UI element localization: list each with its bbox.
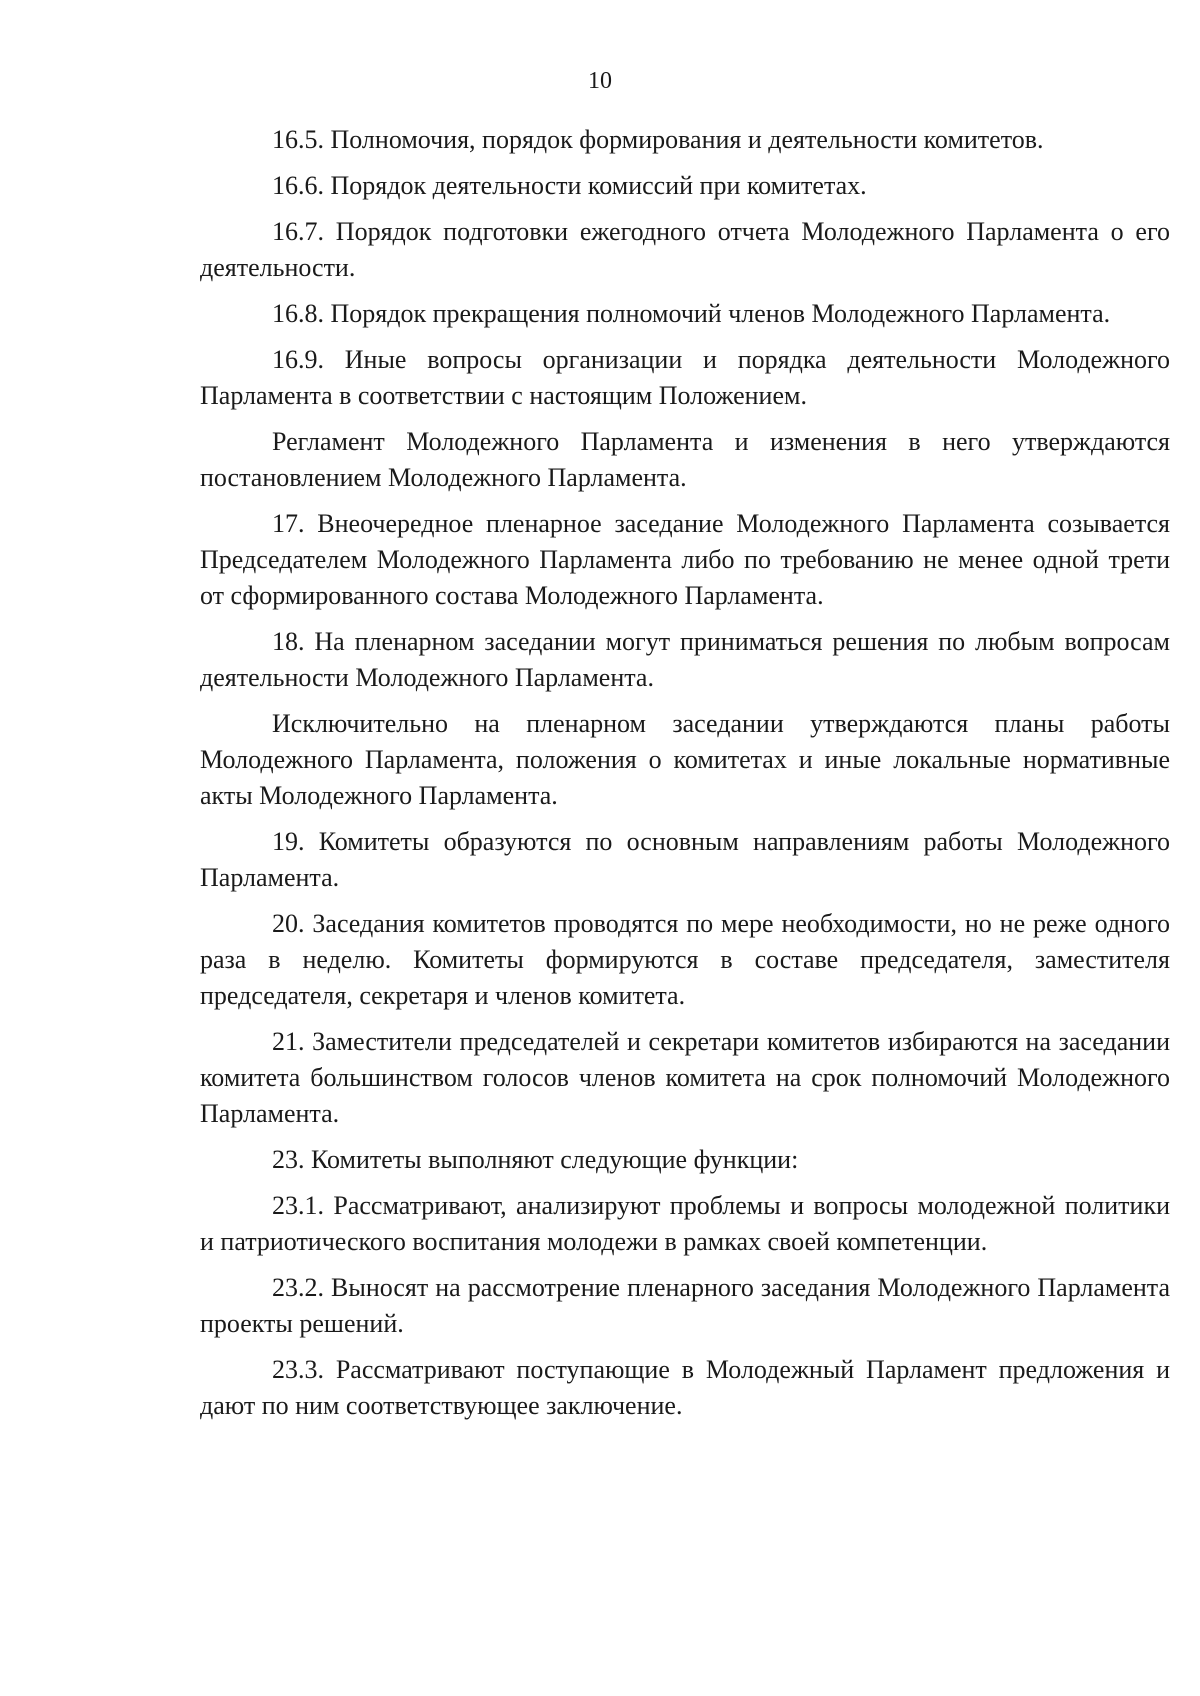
paragraph-regulation: Регламент Молодежного Парламента и изменения в него утверждаются постановлением Молодежного Парламента. <box>200 427 1170 492</box>
paragraph-19: 19. Комитеты образуются по основным направлениям работы Молодежного Парламента. <box>200 827 1170 892</box>
paragraph-23-2: 23.2. Выносят на рассмотрение пленарного заседания Молодежного Парламента проекты решений. <box>200 1273 1170 1338</box>
paragraph-16-5: 16.5. Полномочия, порядок формирования и деятельности комитетов. <box>272 125 1044 154</box>
paragraph-17: 17. Внеочередное пленарное заседание Молодежного Парламента созывается Председателем Молодежного Парламента либо по требованию не менее одной трети от сформированного состава Молодежного Парламента. <box>200 509 1170 610</box>
page-number: 10 <box>588 68 612 94</box>
paragraph-23: 23. Комитеты выполняют следующие функции: <box>272 1145 799 1174</box>
paragraph-21: 21. Заместители председателей и секретари комитетов избираются на заседании комитета большинством голосов членов комитета на срок полномочий Молодежного Парламента. <box>200 1027 1170 1128</box>
paragraph-plenary-exclusive: Исключительно на пленарном заседании утверждаются планы работы Молодежного Парламента, положения о комитетах и иные локальные нормативные акты Молодежного Парламента. <box>200 709 1170 810</box>
paragraph-18: 18. На пленарном заседании могут приниматься решения по любым вопросам деятельности Молодежного Парламента. <box>200 627 1170 692</box>
paragraph-16-7: 16.7. Порядок подготовки ежегодного отчета Молодежного Парламента о его деятельности. <box>200 217 1170 282</box>
paragraph-16-6: 16.6. Порядок деятельности комиссий при комитетах. <box>272 171 867 200</box>
paragraph-16-9: 16.9. Иные вопросы организации и порядка деятельности Молодежного Парламента в соответствии с настоящим Положением. <box>200 345 1170 410</box>
paragraph-23-3: 23.3. Рассматривают поступающие в Молодежный Парламент предложения и дают по ним соответствующее заключение. <box>200 1355 1170 1420</box>
paragraph-23-1: 23.1. Рассматривают, анализируют проблемы и вопросы молодежной политики и патриотического воспитания молодежи в рамках своей компетенции. <box>200 1191 1170 1256</box>
document-body <box>200 122 1170 1434</box>
paragraph-16-8: 16.8. Порядок прекращения полномочий членов Молодежного Парламента. <box>272 299 1111 328</box>
paragraph-20: 20. Заседания комитетов проводятся по мере необходимости, но не реже одного раза в неделю. Комитеты формируются в составе председателя, заместителя председателя, секретаря и членов комитета. <box>200 909 1170 1010</box>
